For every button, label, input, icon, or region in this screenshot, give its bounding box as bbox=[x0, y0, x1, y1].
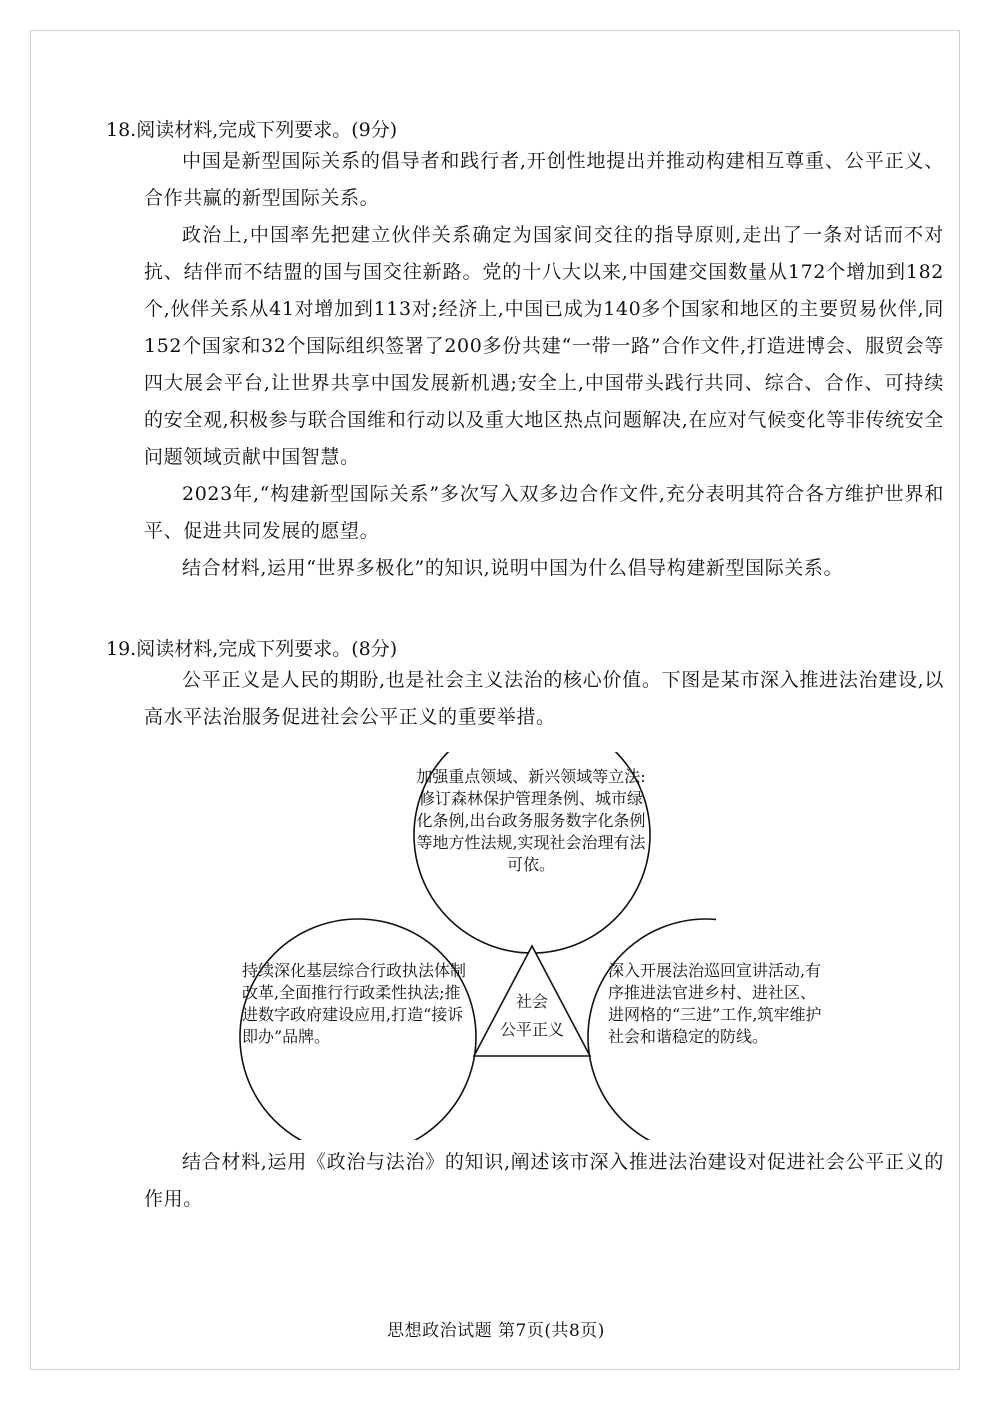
center-label-line-2: 公平正义 bbox=[499, 1020, 564, 1039]
page-footer: 思想政治试题 第7页(共8页) bbox=[387, 1321, 605, 1341]
question-19-title: 19.阅读材料,完成下列要求。(8分) bbox=[106, 638, 398, 660]
center-triangle-text bbox=[492, 988, 572, 1044]
question-19-material bbox=[144, 662, 944, 736]
q18-paragraph-3: 2023年,“构建新型国际关系”多次写入双多边合作文件,充分表明其符合各方维护世界和平、促进共同发展的愿望。 bbox=[144, 483, 944, 542]
q18-paragraph-2: 政治上,中国率先把建立伙伴关系确定为国家间交往的指导原则,走出了一条对话而不对抗、结伴而不结盟的国与国交往新路。党的十八大以来,中国建交国数量从172个增加到182个,伙伴关系从41对增加到113对;经济上,中国已成为140多个国家和地区的主要贸易伙伴,同152个国家和32个国际组织签署了200多份共建“一带一路”合作文件,打造进博会、服贸会等四大展会平台,让世界共享中国发展新机遇;安全上,中国带头践行共同、综合、合作、可持续的安全观,积极参与联合国维和行动以及重大地区热点问题解决,在应对气候变化等非传统安全问题领域贡献中国智慧。 bbox=[144, 224, 944, 468]
question-18-material bbox=[144, 143, 944, 587]
q19-intro: 公平正义是人民的期盼,也是社会主义法治的核心价值。下图是某市深入推进法治建设,以高水平法治服务促进社会公平正义的重要举措。 bbox=[144, 669, 944, 728]
right-circle-text: 深入开展法治巡回宣讲活动,有序推进法官进乡村、进社区、进网格的“三进”工作,筑牢维护社会和谐稳定的防线。 bbox=[608, 961, 822, 1046]
left-circle-text: 持续深化基层综合行政执法体制改革,全面推行行政柔性执法;推进数字政府建设应用,打造“接诉即办”品牌。 bbox=[242, 961, 467, 1046]
center-label-line-1: 社会 bbox=[515, 992, 548, 1011]
top-circle-text: 加强重点领域、新兴领域等立法:修订森林保护管理条例、城市绿化条例,出台政务服务数字化条例等地方性法规,实现社会治理有法可依。 bbox=[416, 767, 646, 874]
question-19-task-block bbox=[144, 1144, 944, 1218]
q19-task: 结合材料,运用《政治与法治》的知识,阐述该市深入推进法治建设对促进社会公平正义的作用。 bbox=[144, 1151, 944, 1210]
rule-of-law-diagram bbox=[236, 752, 822, 1140]
question-18-title: 18.阅读材料,完成下列要求。(9分) bbox=[106, 119, 398, 141]
q18-task: 结合材料,运用“世界多极化”的知识,说明中国为什么倡导构建新型国际关系。 bbox=[182, 557, 844, 579]
q18-paragraph-1: 中国是新型国际关系的倡导者和践行者,开创性地提出并推动构建相互尊重、公平正义、合作共赢的新型国际关系。 bbox=[144, 150, 944, 209]
